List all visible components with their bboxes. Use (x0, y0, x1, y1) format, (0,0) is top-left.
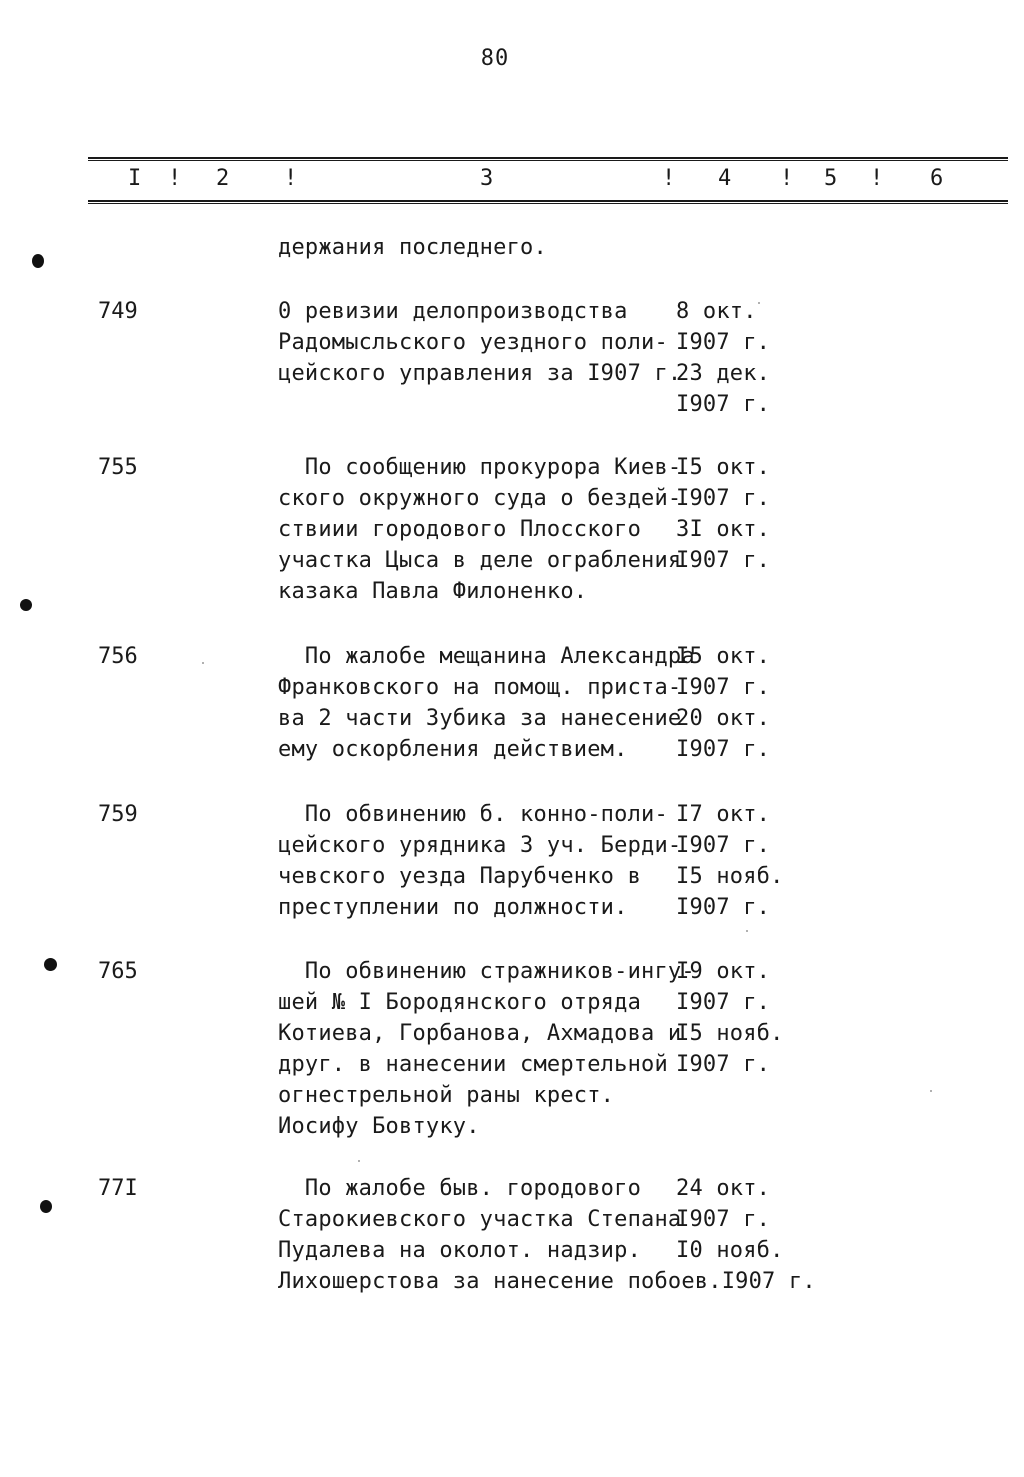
scan-speck (202, 662, 204, 664)
page-number: 80 (480, 46, 510, 71)
entry-date-line: 23 дек. (676, 361, 771, 386)
entry-date-line: I907 г. (676, 990, 771, 1015)
entry-date-line: I9 окт. (676, 959, 771, 984)
entry-text-line: преступлении по должности. (278, 895, 628, 920)
entry-date-line: I907 г. (676, 737, 771, 762)
entry-date-line: I907 г. (676, 330, 771, 355)
column-separator: ! (870, 166, 884, 191)
scan-speck (930, 1090, 932, 1092)
entry-number: 77I (98, 1176, 138, 1201)
entry-date-line: I907 г. (676, 833, 771, 858)
table-header-rule (88, 203, 1008, 204)
entry-text-line: цейского управления за I907 г. (278, 361, 682, 386)
column-header-5: 5 (824, 166, 838, 191)
binder-hole-mark (20, 599, 32, 611)
entry-date-line: I907 г. (676, 392, 771, 417)
column-separator: ! (168, 166, 182, 191)
entry-text-line: ского окружного суда о бездей- (278, 486, 682, 511)
entry-text-line: ему оскорбления действием. (278, 737, 628, 762)
table-header-rule (88, 157, 1008, 159)
entry-date-line: 24 окт. (676, 1176, 771, 1201)
table-header-rule (88, 200, 1008, 202)
column-header-6: 6 (930, 166, 944, 191)
entry-date-line: I5 нояб. (676, 1021, 784, 1046)
entry-text-line: огнестрельной раны крест. (278, 1083, 615, 1108)
scan-speck (746, 930, 748, 932)
binder-hole-mark (40, 1200, 52, 1213)
table-header-rule (88, 160, 1008, 161)
entry-text-line: Иосифу Бовтуку. (278, 1114, 480, 1139)
entry-date-line: I5 окт. (676, 644, 771, 669)
entry-text-line: По обвинению б. конно-поли- (278, 802, 668, 827)
column-separator: ! (780, 166, 794, 191)
entry-text-line: Лихошерстова за нанесение побоев.I907 г. (278, 1269, 816, 1294)
entry-date-line: I907 г. (676, 1207, 771, 1232)
entry-date-line: I7 окт. (676, 802, 771, 827)
column-header-1: I (128, 166, 142, 191)
entry-text-line: ствиии городового Плосского (278, 517, 642, 542)
entry-text-line: Пудалева на околот. надзир. (278, 1238, 642, 1263)
scan-speck (758, 302, 760, 304)
entry-text-line: друг. в нанесении смертельной (278, 1052, 668, 1077)
continuation-text: держания последнего. (278, 235, 547, 260)
entry-date-line: 3I окт. (676, 517, 771, 542)
entry-text-line: Старокиевского участка Степана (278, 1207, 682, 1232)
entry-text-line: Франковского на помощ. приста- (278, 675, 682, 700)
entry-text-line: участка Цыса в деле ограбления (278, 548, 682, 573)
entry-text-line: шей № I Бородянского отряда (278, 990, 642, 1015)
entry-date-line: 20 окт. (676, 706, 771, 731)
entry-date-line: I907 г. (676, 548, 771, 573)
entry-date-line: I5 нояб. (676, 864, 784, 889)
column-separator: ! (284, 166, 298, 191)
entry-date-line: I0 нояб. (676, 1238, 784, 1263)
entry-text-line: 0 ревизии делопроизводства (278, 299, 628, 324)
column-header-2: 2 (216, 166, 230, 191)
entry-number: 749 (98, 299, 138, 324)
entry-date-line: I907 г. (676, 895, 771, 920)
entry-text-line: По жалобе быв. городового (278, 1176, 642, 1201)
entry-text-line: По сообщению прокурора Киев- (278, 455, 682, 480)
entry-text-line: чевского уезда Парубченко в (278, 864, 642, 889)
entry-text-line: ва 2 части Зубика за нанесение (278, 706, 682, 731)
entry-text-line: казака Павла Филоненко. (278, 579, 588, 604)
entry-number: 759 (98, 802, 138, 827)
entry-text-line: По обвинению стражников-ингу- (278, 959, 695, 984)
column-separator: ! (662, 166, 676, 191)
entry-number: 756 (98, 644, 138, 669)
entry-date-line: I907 г. (676, 486, 771, 511)
column-header-4: 4 (718, 166, 732, 191)
entry-text-line: Радомысльского уездного поли- (278, 330, 668, 355)
entry-date-line: I907 г. (676, 1052, 771, 1077)
entry-date-line: I5 окт. (676, 455, 771, 480)
entry-text-line: По жалобе мещанина Александра (278, 644, 695, 669)
entry-date-line: 8 окт. (676, 299, 757, 324)
scan-speck (358, 1160, 360, 1162)
binder-hole-mark (44, 958, 57, 971)
entry-number: 755 (98, 455, 138, 480)
column-header-3: 3 (480, 166, 494, 191)
entry-text-line: Котиева, Горбанова, Ахмадова и (278, 1021, 682, 1046)
entry-text-line: цейского урядника 3 уч. Берди- (278, 833, 682, 858)
binder-hole-mark (32, 254, 44, 268)
entry-date-line: I907 г. (676, 675, 771, 700)
entry-number: 765 (98, 959, 138, 984)
